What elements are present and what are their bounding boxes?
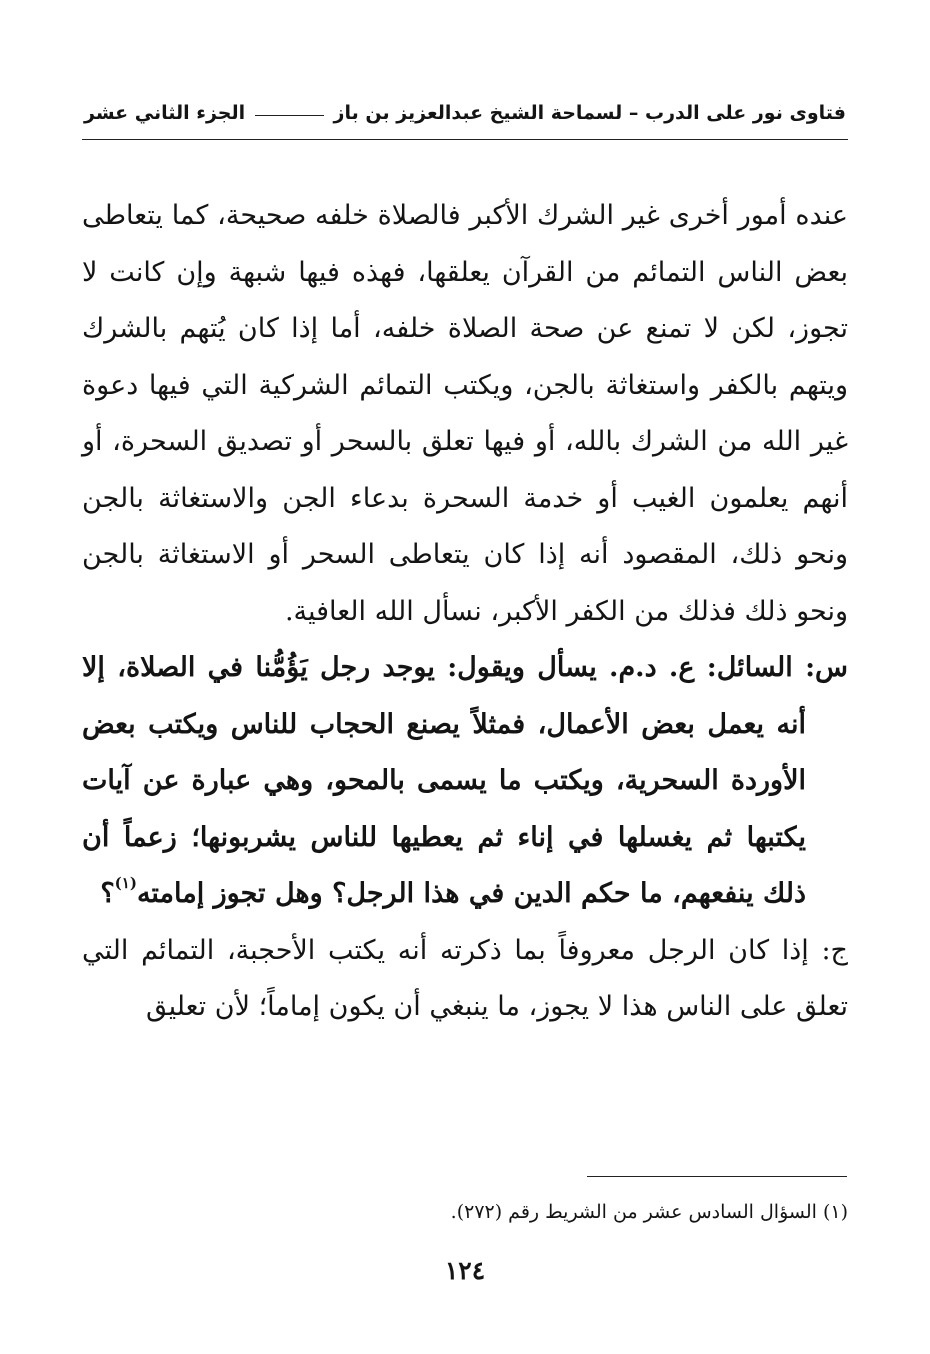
footnote: (١) السؤال السادس عشر من الشريط رقم (٢٧٢). <box>450 1201 848 1223</box>
page-number: ١٢٤ <box>444 1256 486 1285</box>
footnote-separator <box>587 1176 847 1177</box>
main-text <box>82 188 848 1036</box>
running-header <box>84 96 846 130</box>
header-part: الجزء الثاني عشر <box>84 102 246 124</box>
answer-paragraph: ج: إذا كان الرجل معروفاً بما ذكرته أنه يكتب الأحجبة، التمائم التي تعلق على الناس هذا لا يجوز، ما ينبغي أن يكون إماماً؛ لأن تعليق <box>82 934 848 1022</box>
question-paragraph <box>82 640 848 923</box>
header-title: فتاوى نور على الدرب – لسماحة الشيخ عبدالعزيز بن باز <box>333 102 846 124</box>
footnote-marker: (١) <box>114 874 137 892</box>
paragraph: عنده أمور أخرى غير الشرك الأكبر فالصلاة خلفه صحيحة، كما يتعاطى بعض الناس التمائم من القرآن يعلقها، فهذه فيها شبهة وإن كانت لا تجوز، لكن لا تمنع عن صحة الصلاة خلفه، أما إذا كان يُتهم بالشرك ويتهم بالكفر واستغاثة بالجن، ويكتب التمائم الشركية التي فيها دعوة غير الله من الشرك بالله، أو فيها تعلق بالسحر أو تصديق السحرة، أو أنهم يعلمون الغيب أو خدمة السحرة بدعاء الجن والاستغاثة بالجن ونحو ذلك، المقصود أنه إذا كان يتعاطى السحر أو الاستغاثة بالجن ونحو ذلك فذلك من الكفر الأكبر، نسأل الله العافية. <box>82 200 848 627</box>
question-end: ؟ <box>100 878 115 909</box>
header-dash-rule <box>255 115 323 116</box>
header-underline <box>82 139 848 140</box>
question-text: س: السائل: ع. د.م. يسأل ويقول: يوجد رجل يَؤُمُّنا في الصلاة، إلا أنه يعمل بعض الأعمال، فمثلاً يصنع الحجاب للناس ويكتب بعض الأوردة السحرية، ويكتب ما يسمى بالمحو، وهي عبارة عن آيات يكتبها ثم يغسلها في إناء ثم يعطيها للناس يشربونها؛ زعماً أن ذلك ينفعهم، ما حكم الدين في هذا الرجل؟ وهل تجوز إمامته <box>82 652 848 909</box>
